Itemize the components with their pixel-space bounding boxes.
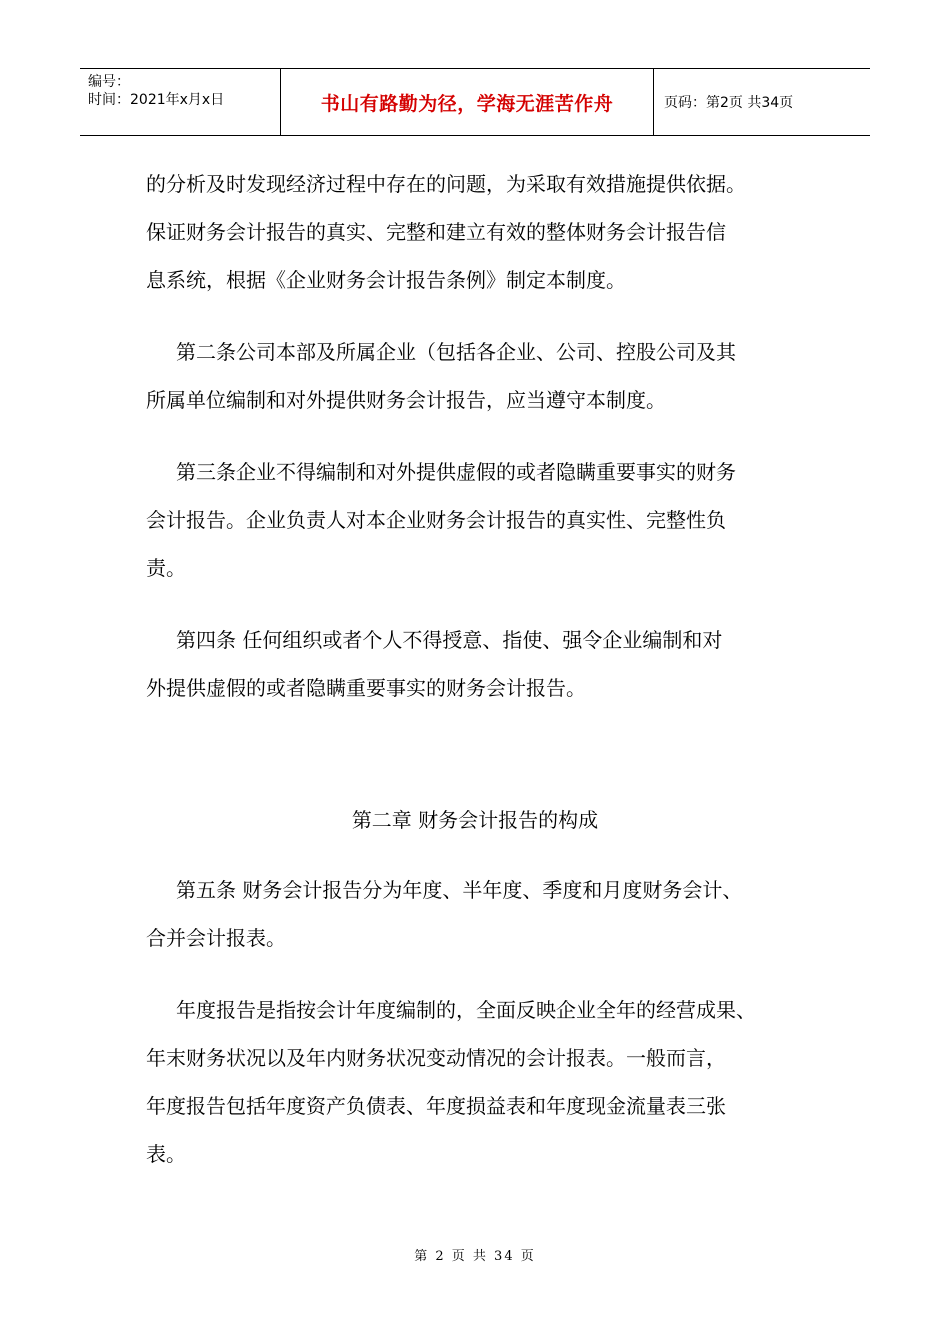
paragraph-line: 保证财务会计报告的真实、完整和建立有效的整体财务会计报告信 bbox=[146, 220, 726, 244]
document-body-continued bbox=[146, 866, 826, 1178]
paragraph-1 bbox=[146, 160, 826, 304]
paragraph-line: 第五条 财务会计报告分为年度、半年度、季度和月度财务会计、 bbox=[176, 878, 743, 902]
header-page-info: 页码：第2页 共34页 bbox=[664, 95, 794, 111]
page-footer: 第 2 页 共 34 页 bbox=[414, 1249, 536, 1264]
document-number-label: 编号： bbox=[88, 74, 130, 90]
header-page-cell bbox=[654, 69, 870, 135]
header-meta-cell bbox=[80, 69, 281, 135]
paragraph-article-4 bbox=[146, 616, 826, 712]
paragraph-line: 责。 bbox=[146, 556, 186, 580]
paragraph-line: 合并会计报表。 bbox=[146, 926, 286, 950]
paragraph-line: 外提供虚假的或者隐瞒重要事实的财务会计报告。 bbox=[146, 676, 586, 700]
document-header bbox=[80, 68, 870, 136]
paragraph-annual-report bbox=[146, 986, 826, 1178]
paragraph-line: 第四条 任何组织或者个人不得授意、指使、强令企业编制和对 bbox=[176, 628, 723, 652]
paragraph-line: 会计报告。企业负责人对本企业财务会计报告的真实性、完整性负 bbox=[146, 508, 726, 532]
paragraph-article-2 bbox=[146, 328, 826, 424]
paragraph-line: 年度报告是指按会计年度编制的，全面反映企业全年的经营成果、 bbox=[176, 998, 756, 1022]
header-motto: 书山有路勤为径，学海无涯苦作舟 bbox=[320, 92, 614, 115]
paragraph-line: 第二条公司本部及所属企业（包括各企业、公司、控股公司及其 bbox=[176, 340, 736, 364]
paragraph-line: 所属单位编制和对外提供财务会计报告，应当遵守本制度。 bbox=[146, 388, 666, 412]
header-motto-cell bbox=[281, 69, 654, 135]
paragraph-line: 年度报告包括年度资产负债表、年度损益表和年度现金流量表三张 bbox=[146, 1094, 726, 1118]
document-date: 时间：2021年x月x日 bbox=[88, 92, 225, 108]
paragraph-article-5 bbox=[146, 866, 826, 962]
paragraph-line: 息系统，根据《企业财务会计报告条例》制定本制度。 bbox=[146, 268, 626, 292]
paragraph-line: 表。 bbox=[146, 1142, 186, 1166]
paragraph-line: 的分析及时发现经济过程中存在的问题，为采取有效措施提供依据。 bbox=[146, 172, 746, 196]
document-body bbox=[146, 160, 826, 712]
paragraph-line: 第三条企业不得编制和对外提供虚假的或者隐瞒重要事实的财务 bbox=[176, 460, 736, 484]
paragraph-line: 年末财务状况以及年内财务状况变动情况的会计报表。一般而言， bbox=[146, 1046, 726, 1070]
chapter-heading: 第二章 财务会计报告的构成 bbox=[351, 808, 599, 832]
paragraph-article-3 bbox=[146, 448, 826, 592]
